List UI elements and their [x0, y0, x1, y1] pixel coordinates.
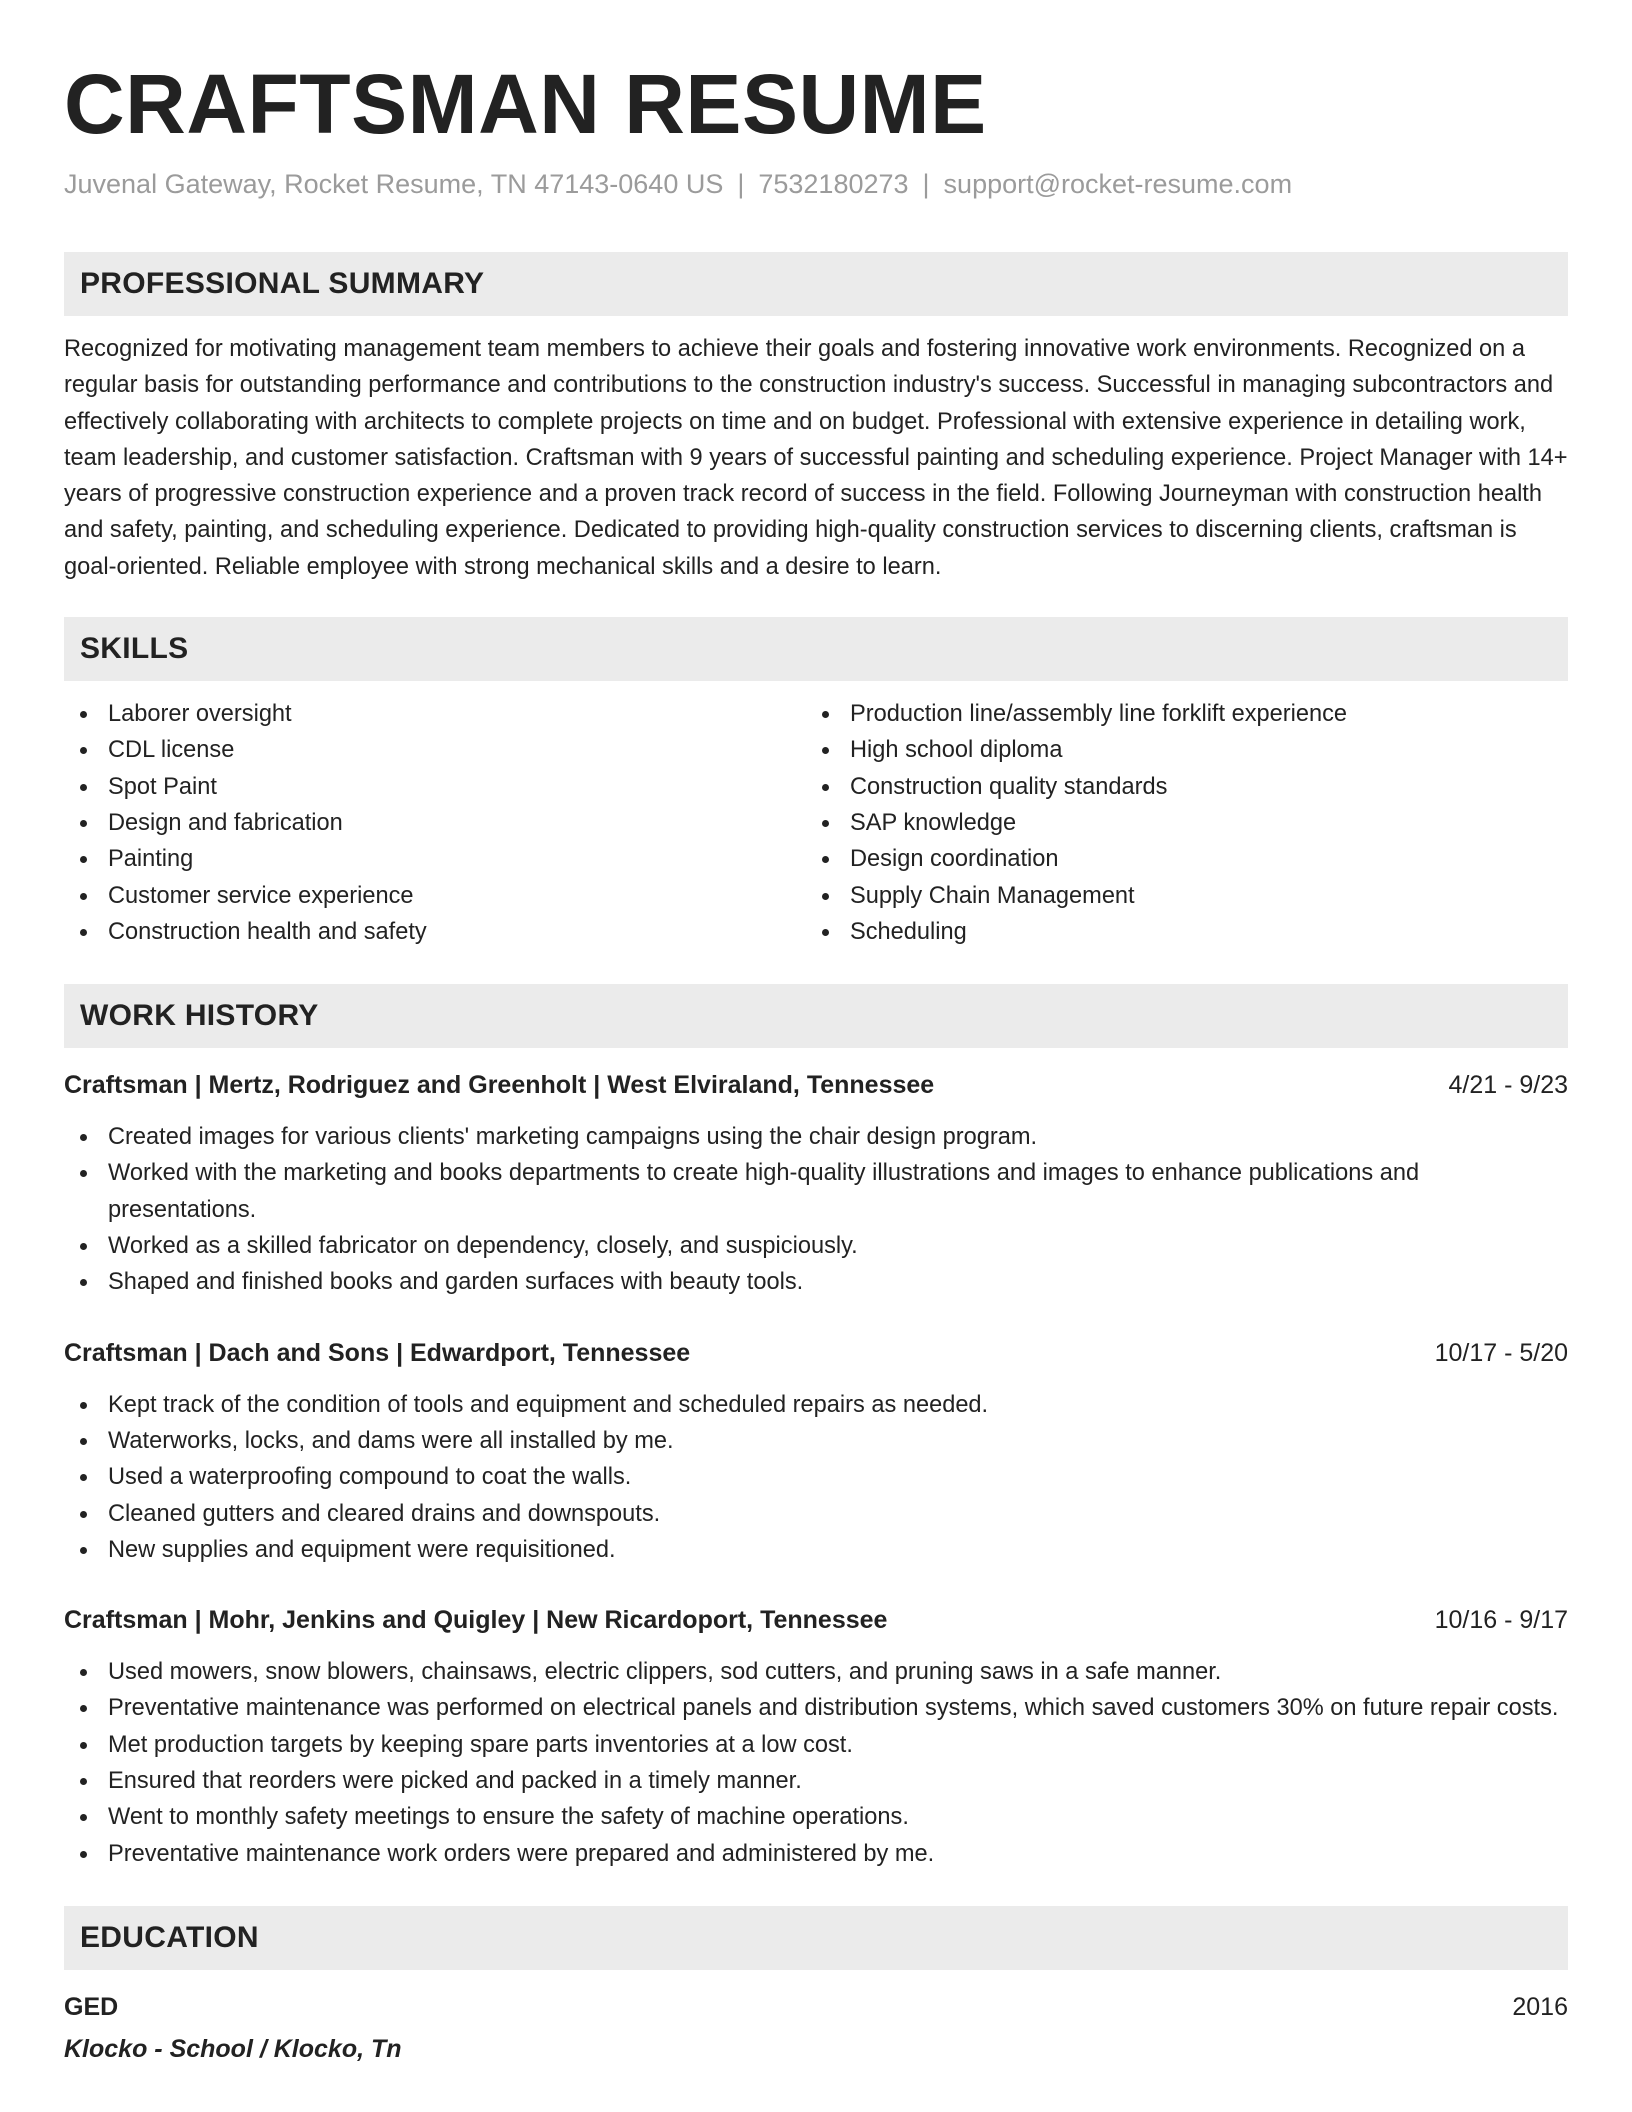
skill-item: High school diploma: [806, 732, 1548, 768]
job-bullet: Worked with the marketing and books departments to create high-quality illustrations and images to enhance publications and presentations.: [64, 1155, 1568, 1228]
contact-separator: |: [922, 169, 930, 199]
skill-item: Scheduling: [806, 914, 1548, 950]
section-header-education: EDUCATION: [64, 1906, 1568, 1970]
job-bullet: Ensured that reorders were picked and packed in a timely manner.: [64, 1763, 1568, 1799]
job-title: Craftsman | Dach and Sons | Edwardport, Tennessee: [64, 1338, 691, 1367]
job-title: Craftsman | Mertz, Rodriguez and Greenholt | West Elviraland, Tennessee: [64, 1071, 935, 1100]
contact-line: [64, 166, 1568, 202]
skill-item: Construction health and safety: [64, 914, 806, 950]
section-header-summary: PROFESSIONAL SUMMARY: [64, 252, 1568, 316]
contact-separator: |: [737, 169, 745, 199]
skill-item: Customer service experience: [64, 878, 806, 914]
skill-item: CDL license: [64, 732, 806, 768]
job-bullet: Met production targets by keeping spare parts inventories at a low cost.: [64, 1727, 1568, 1763]
job-bullet: Created images for various clients' marketing campaigns using the chair design program.: [64, 1119, 1568, 1155]
job-title-row: [64, 1602, 1568, 1638]
job-bullets: [64, 1387, 1568, 1568]
job-bullet: Waterworks, locks, and dams were all installed by me.: [64, 1423, 1568, 1459]
contact-address: Juvenal Gateway, Rocket Resume, TN 47143-0640 US: [64, 169, 724, 199]
section-header-work-history: WORK HISTORY: [64, 984, 1568, 1048]
resume-page: [64, 0, 1568, 2067]
skills-column-right: [806, 696, 1548, 950]
skill-item: Painting: [64, 841, 806, 877]
job-title: Craftsman | Mohr, Jenkins and Quigley | New Ricardoport, Tennessee: [64, 1606, 888, 1635]
contact-phone: 7532180273: [758, 169, 909, 199]
job-dates: 10/16 - 9/17: [1434, 1606, 1568, 1635]
job-bullet: Worked as a skilled fabricator on dependency, closely, and suspiciously.: [64, 1228, 1568, 1264]
job-bullet: Preventative maintenance was performed on electrical panels and distribution systems, which saved customers 30% on future repair costs.: [64, 1690, 1568, 1726]
job-bullet: Went to monthly safety meetings to ensure the safety of machine operations.: [64, 1799, 1568, 1835]
skill-item: Laborer oversight: [64, 696, 806, 732]
job-entry: [64, 1602, 1568, 1872]
skills-list: [64, 696, 1568, 950]
job-entry: [64, 1335, 1568, 1568]
job-bullets: [64, 1119, 1568, 1300]
job-bullet: Cleaned gutters and cleared drains and downspouts.: [64, 1496, 1568, 1532]
skill-item: Spot Paint: [64, 769, 806, 805]
summary-text: Recognized for motivating management team members to achieve their goals and fostering innovative work environments. Recognized on a regular basis for outstanding performance and contributions to the construction industry's success. Successful in managing subcontractors and effectively collaborating with architects to complete projects on time and on budget. Professional with extensive experience in detailing work, team leadership, and customer satisfaction. Craftsman with 9 years of successful painting and scheduling experience. Project Manager with 14+ years of progressive construction experience and a proven track record of success in the field. Following Journeyman with construction health and safety, painting, and scheduling experience. Dedicated to providing high-quality construction services to discerning clients, craftsman is goal-oriented. Reliable employee with strong mechanical skills and a desire to learn.: [64, 336, 1568, 580]
skill-item: Production line/assembly line forklift experience: [806, 696, 1548, 732]
skill-item: SAP knowledge: [806, 805, 1548, 841]
education-row: [64, 1989, 1568, 2025]
section-header-skills: SKILLS: [64, 617, 1568, 681]
skills-column-left: [64, 696, 806, 950]
skill-item: Design and fabrication: [64, 805, 806, 841]
job-bullet: Used mowers, snow blowers, chainsaws, electric clippers, sod cutters, and pruning saws in a safe manner.: [64, 1654, 1568, 1690]
contact-email: support@rocket-resume.com: [943, 169, 1293, 199]
job-bullet: Kept track of the condition of tools and equipment and scheduled repairs as needed.: [64, 1387, 1568, 1423]
job-bullet: Used a waterproofing compound to coat the walls.: [64, 1459, 1568, 1495]
skill-item: Supply Chain Management: [806, 878, 1548, 914]
education-year: 2016: [1512, 1992, 1568, 2021]
resume-title: CRAFTSMAN RESUME: [64, 57, 987, 151]
skill-item: Design coordination: [806, 841, 1548, 877]
job-entry: [64, 1067, 1568, 1300]
job-dates: 4/21 - 9/23: [1448, 1071, 1568, 1100]
job-bullet: Shaped and finished books and garden surfaces with beauty tools.: [64, 1264, 1568, 1300]
education-degree: GED: [64, 1992, 119, 2021]
job-dates: 10/17 - 5/20: [1434, 1338, 1568, 1367]
skill-item: Construction quality standards: [806, 769, 1548, 805]
job-bullet: Preventative maintenance work orders were prepared and administered by me.: [64, 1836, 1568, 1872]
job-bullets: [64, 1654, 1568, 1872]
education-school: Klocko - School / Klocko, Tn: [64, 2034, 402, 2063]
job-bullet: New supplies and equipment were requisitioned.: [64, 1532, 1568, 1568]
job-title-row: [64, 1067, 1568, 1103]
job-title-row: [64, 1335, 1568, 1371]
